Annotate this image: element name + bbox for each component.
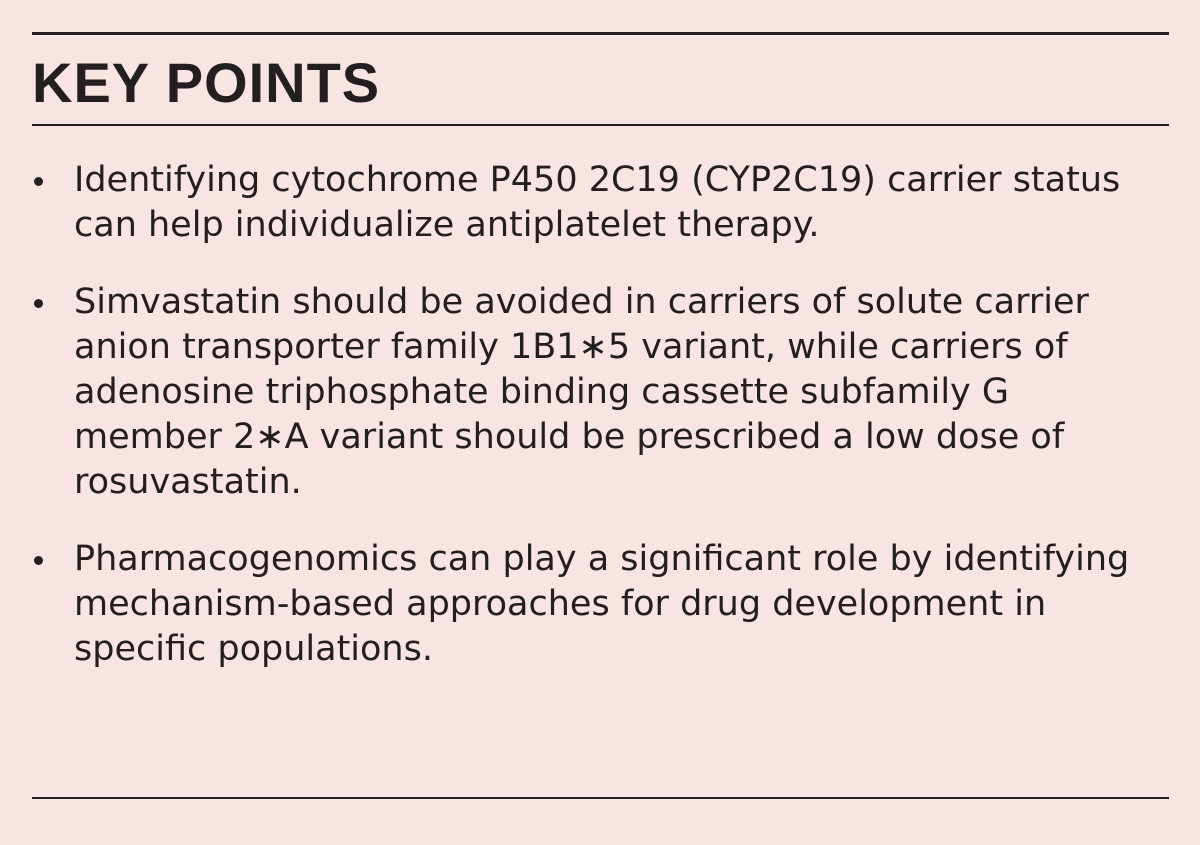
key-points-list	[32, 158, 1162, 672]
key-point-text: Identifying cytochrome P450 2C19 (CYP2C19) carrier status can help individualize antiplatelet therapy.	[74, 160, 1121, 245]
bullet-icon	[34, 556, 43, 565]
key-point-item	[32, 158, 1162, 248]
key-point-text: Pharmacogenomics can play a significant role by identifying mechanism-based approaches for drug development in specific populations.	[74, 539, 1130, 669]
key-point-item	[32, 280, 1162, 505]
bullet-icon	[34, 299, 43, 308]
key-point-text: Simvastatin should be avoided in carriers of solute carrier anion transporter family 1B1∗5 variant, while carriers of adenosine triphosphate binding cassette subfamily G member 2∗A variant should be prescribed a low dose of rosuvastatin.	[74, 282, 1089, 502]
heading-rule	[32, 124, 1169, 126]
bottom-rule	[32, 797, 1169, 799]
top-rule	[32, 32, 1169, 35]
key-points-heading: KEY POINTS	[32, 51, 381, 114]
bullet-icon	[34, 177, 43, 186]
key-point-item	[32, 537, 1162, 672]
